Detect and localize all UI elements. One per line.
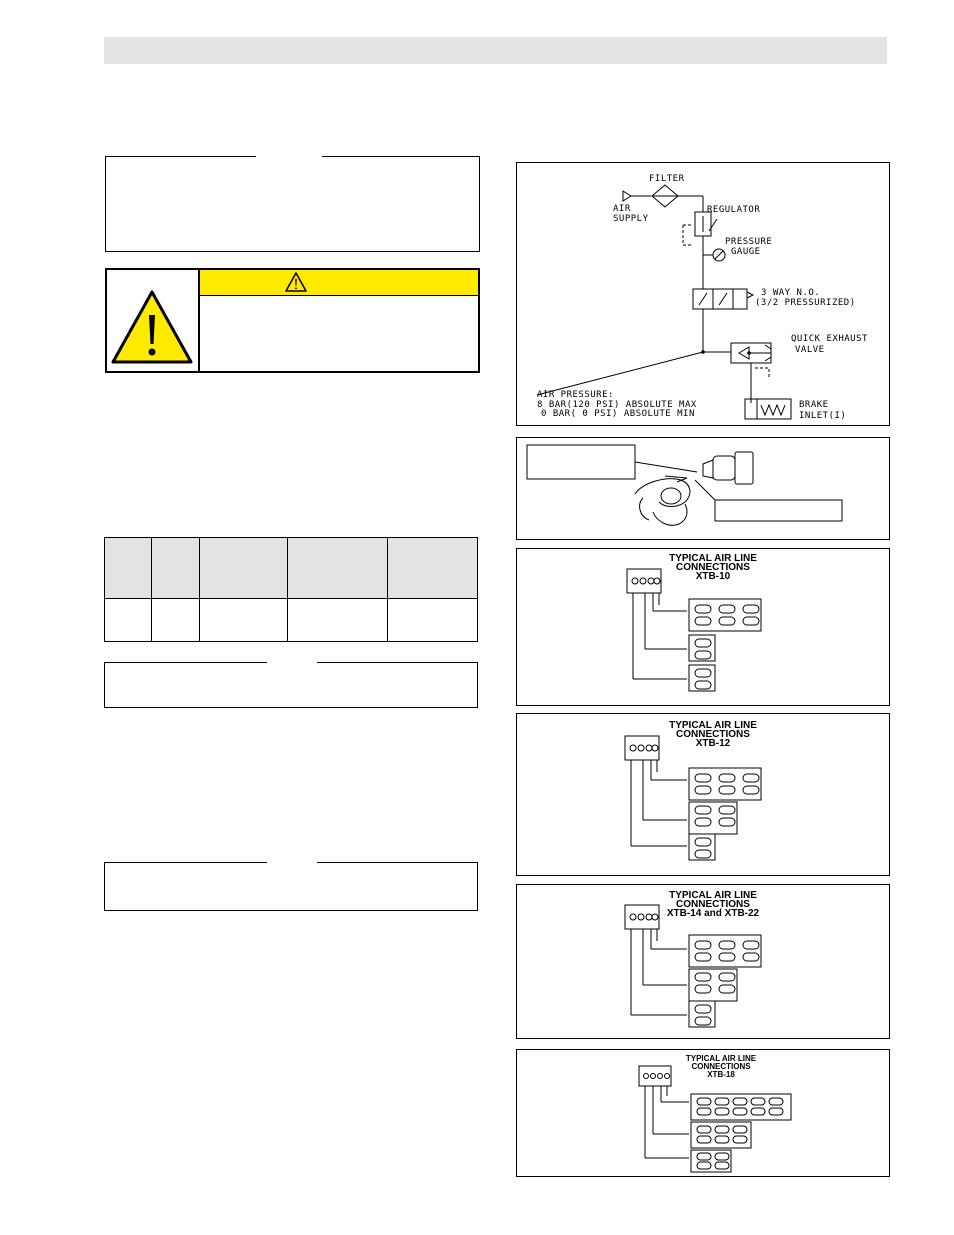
label-brake: BRAKE	[799, 400, 829, 410]
label-air: AIR	[613, 204, 631, 214]
note-box-3	[104, 862, 478, 911]
connection-diagram-xtb-12	[516, 713, 890, 876]
conn-title-line1: TYPICAL AIR LINE	[685, 1054, 757, 1063]
label-filter: FILTER	[649, 174, 685, 184]
conn-title-line1: TYPICAL AIR LINE	[669, 553, 757, 564]
page-header-bar	[104, 37, 887, 64]
warning-triangle-small-icon	[284, 271, 308, 293]
label-air-pressure: AIR PRESSURE:	[537, 390, 614, 400]
label-valve-pressurized: (3/2 PRESSURIZED)	[755, 298, 856, 308]
conn-title-line3: XTB-18	[707, 1070, 735, 1079]
caution-header	[200, 270, 478, 296]
warning-triangle-icon	[107, 270, 198, 371]
label-regulator: REGULATOR	[707, 205, 761, 215]
conn-title-line2: CONNECTIONS	[676, 729, 750, 740]
pneumatic-schematic-figure	[516, 162, 890, 426]
connection-diagram-xtb-18	[516, 1049, 890, 1177]
spec-table	[104, 537, 478, 642]
conn-title-line3: XTB-14 and XTB-22	[666, 908, 760, 919]
callout-box-left	[527, 445, 635, 479]
table-header-row	[105, 538, 478, 599]
conn-title-line1: TYPICAL AIR LINE	[669, 890, 757, 901]
label-valve-type: 3 WAY N.O.	[761, 288, 821, 298]
label-gauge: GAUGE	[731, 247, 761, 257]
callout-box-right	[715, 500, 842, 521]
fitting-release-figure	[516, 437, 890, 540]
caution-icon-cell	[107, 270, 200, 371]
label-min-pressure: 0 BAR( 0 PSI) ABSOLUTE MIN	[541, 409, 695, 419]
label-pressure: PRESSURE	[725, 237, 773, 247]
label-quick-exhaust: QUICK EXHAUST	[791, 334, 868, 344]
conn-title-line2: CONNECTIONS	[691, 1062, 751, 1071]
label-quick-valve: VALVE	[795, 345, 825, 355]
conn-title-line3: XTB-10	[695, 571, 731, 582]
note-box	[105, 156, 480, 252]
connection-diagram-xtb-14-22	[516, 884, 890, 1039]
label-supply: SUPPLY	[613, 214, 649, 224]
conn-title-line2: CONNECTIONS	[676, 899, 750, 910]
conn-title-line2: CONNECTIONS	[676, 562, 750, 573]
connection-diagram-xtb-10	[516, 548, 890, 706]
note-box-2	[104, 662, 478, 708]
label-max-pressure: 8 BAR(120 PSI) ABSOLUTE MAX	[537, 400, 697, 410]
caution-box	[105, 268, 480, 373]
conn-title-line1: TYPICAL AIR LINE	[669, 720, 757, 731]
label-inlet: INLET(I)	[799, 411, 847, 421]
table-row	[105, 599, 478, 642]
conn-title-line3: XTB-12	[695, 738, 731, 749]
